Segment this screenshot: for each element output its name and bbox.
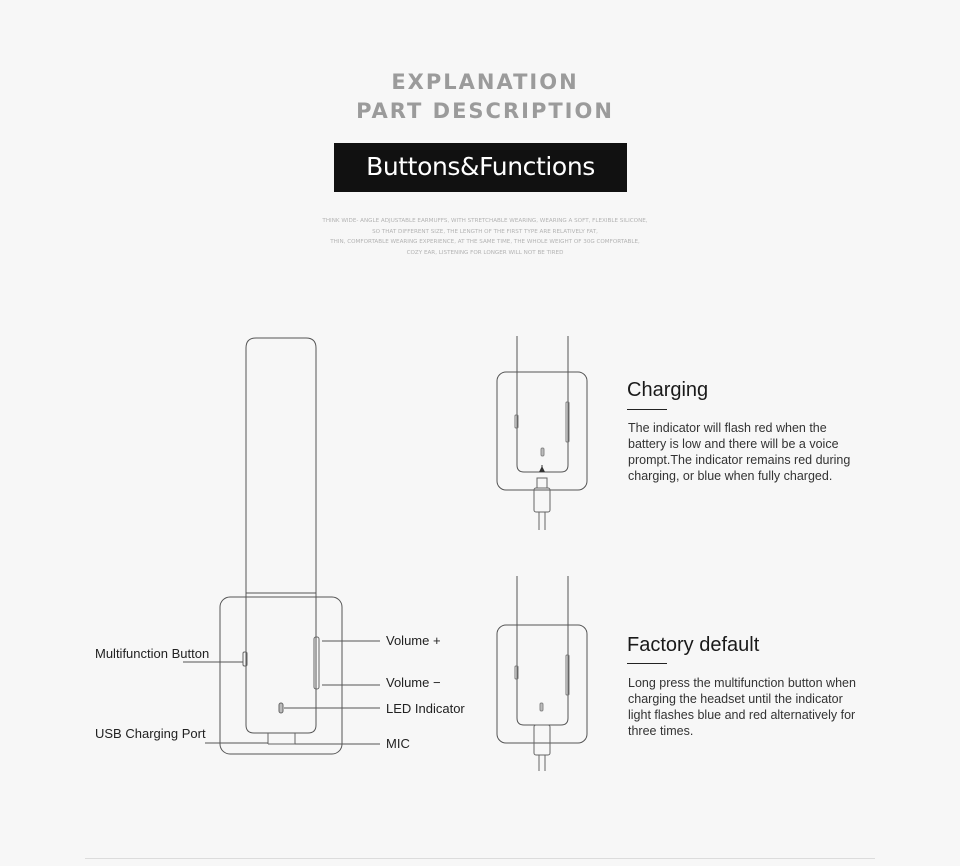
label-usb-charging-port: USB Charging Port xyxy=(95,726,206,741)
intro-line-3: THIN, COMFORTABLE WEARING EXPERIENCE, AT THE SAME TIME, THE WHOLE WEIGHT OF 30G COMFORTABLE, xyxy=(330,239,640,245)
factory-default-title: Factory default xyxy=(627,634,760,656)
label-led-indicator: LED Indicator xyxy=(386,701,465,716)
factory-diagram xyxy=(497,576,587,771)
factory-default-title-underline xyxy=(627,663,667,664)
factory-default-description: Long press the multifunction button when charging the headset until the indicator light flashes blue and red alternatively for three times. xyxy=(628,676,856,738)
intro-line-4: COZY EAR, LISTENING FOR LONGER WILL NOT BE TIRED xyxy=(406,250,564,256)
charging-title-underline xyxy=(627,409,667,410)
charging-description: The indicator will flash red when the battery is low and there will be a voice prompt.The indicator remains red during charging, or blue when fully charged. xyxy=(628,421,851,483)
led-shape xyxy=(279,703,283,713)
section-badge: Buttons&Functions xyxy=(334,143,627,192)
heading-part-description: PART DESCRIPTION xyxy=(356,99,614,123)
intro-line-2: SO THAT DIFFERENT SIZE, THE LENGTH OF THE FIRST TYPE ARE RELATIVELY FAT, xyxy=(372,229,598,235)
label-volume-down: Volume − xyxy=(386,675,441,690)
label-mic: MIC xyxy=(386,736,410,751)
charging-title: Charging xyxy=(627,379,709,401)
intro-line-1: THINK WIDE- ANGLE ADJUSTABLE EARMUFFS, WITH STRETCHABLE WEARING, WEARING A SOFT, FLEXIBLE SILICONE, xyxy=(322,218,648,224)
label-multifunction-button: Multifunction Button xyxy=(95,646,210,661)
usb-port-shape xyxy=(268,733,295,744)
charging-diagram xyxy=(497,336,587,530)
heading-explanation: EXPLANATION xyxy=(391,70,579,94)
headband xyxy=(246,338,316,593)
ear-cup-outer xyxy=(220,597,342,754)
label-volume-up: Volume + xyxy=(386,633,441,648)
bottom-divider xyxy=(85,858,875,859)
